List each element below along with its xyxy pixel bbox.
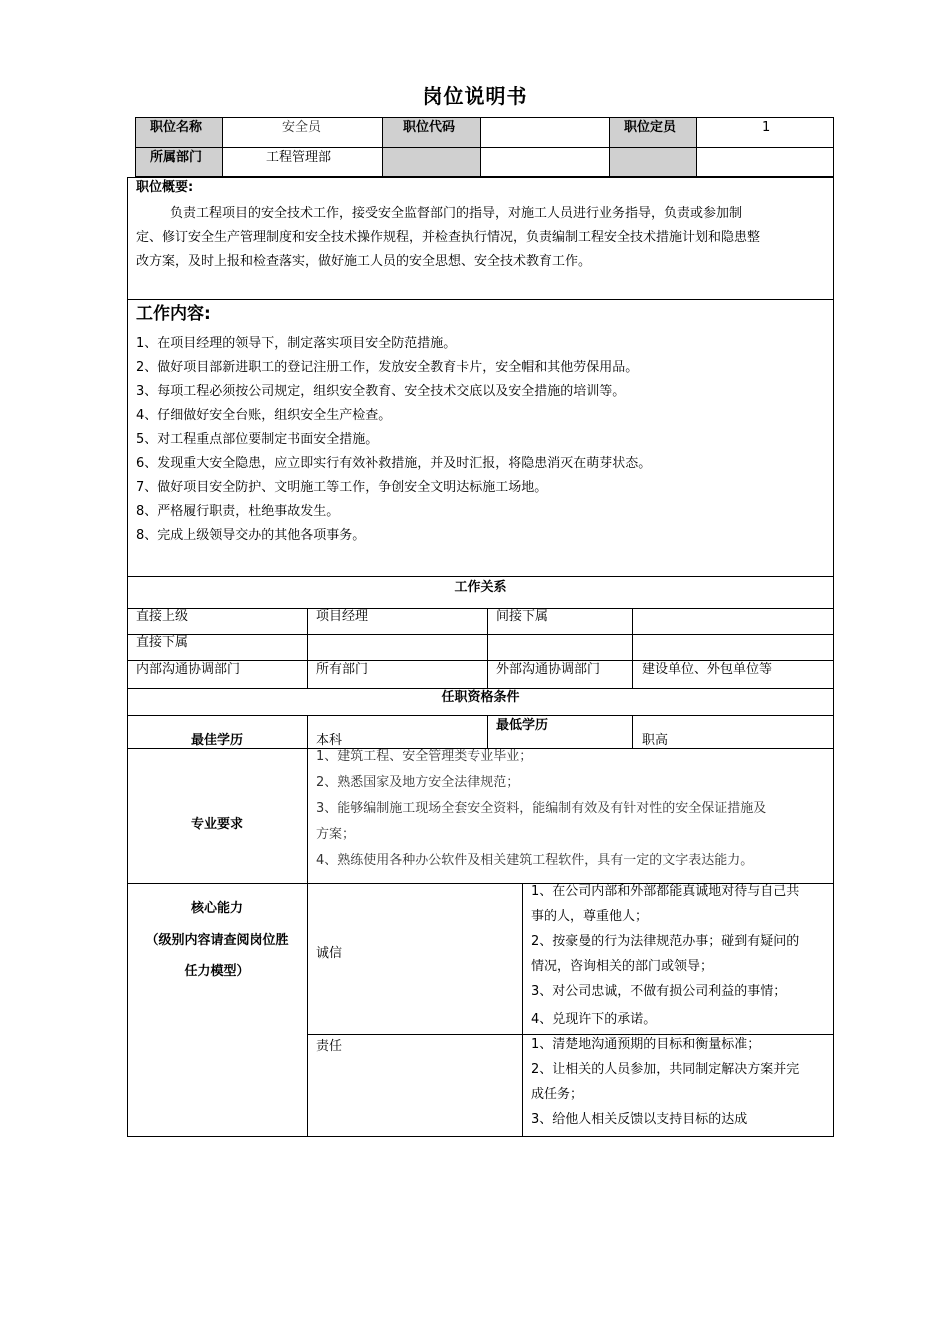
duty-item: 8、严格履行职责，杜绝事故发生。 — [136, 504, 340, 519]
direct-superior-value: 项目经理 — [316, 609, 369, 624]
best-edu-label: 最佳学历 — [190, 733, 243, 748]
duty-item: 3、每项工程必须按公司规定，组织安全教育、安全技术交底以及安全措施的培训等。 — [136, 384, 626, 399]
qualifications-heading: 任职资格条件 — [441, 690, 520, 705]
integrity-item: 事的人，尊重他人； — [531, 909, 649, 924]
direct-sub-label: 直接下属 — [136, 635, 189, 650]
summary-label: 职位概要: — [136, 180, 194, 195]
responsibility-item: 成任务； — [531, 1087, 584, 1102]
core-label-line-1: 核心能力 — [190, 901, 243, 916]
min-edu-label: 最低学历 — [496, 718, 549, 733]
best-edu-value: 本科 — [316, 733, 343, 748]
external-label: 外部沟通协调部门 — [496, 662, 601, 677]
duty-item: 6、发现重大安全隐患，应立即实行有效补救措施，并及时汇报，将隐患消灭在萌芽状态。 — [136, 456, 652, 471]
duty-item: 5、对工程重点部位要制定书面安全措施。 — [136, 432, 379, 447]
responsibility-label: 责任 — [316, 1039, 343, 1054]
professional-item: 方案； — [316, 827, 356, 842]
department-value: 工程管理部 — [266, 150, 332, 165]
direct-superior-label: 直接上级 — [136, 609, 189, 624]
headcount-label: 职位定员 — [624, 120, 677, 135]
summary-line-1: 负责工程项目的安全技术工作，接受安全监督部门的指导，对施工人员进行业务指导，负责或参加制 — [170, 206, 743, 221]
duty-item: 7、做好项目安全防护、文明施工等工作，争创安全文明达标施工场地。 — [136, 480, 548, 495]
integrity-item: 2、按豪曼的行为法律规范办事；碰到有疑问的 — [531, 934, 800, 949]
responsibility-item: 1、清楚地沟通预期的目标和衡量标准； — [531, 1037, 761, 1052]
core-label-line-3: 任力模型） — [184, 964, 250, 979]
summary-line-2: 定、修订安全生产管理制度和安全技术操作规程，并检查执行情况，负责编制工程安全技术措施计划和隐患整 — [136, 230, 761, 245]
duty-item: 2、做好项目部新进职工的登记注册工作，发放安全教育卡片，安全帽和其他劳保用品。 — [136, 360, 639, 375]
position-code-label: 职位代码 — [403, 120, 456, 135]
internal-label: 内部沟通协调部门 — [136, 662, 241, 677]
external-value: 建设单位、外包单位等 — [642, 662, 773, 677]
professional-item: 3、能够编制施工现场全套安全资料，能编制有效及有针对性的安全保证措施及 — [316, 801, 767, 816]
position-name-label: 职位名称 — [150, 120, 203, 135]
indirect-sub-label: 间接下属 — [496, 609, 549, 624]
integrity-item: 情况，咨询相关的部门或领导； — [531, 959, 714, 974]
duty-item: 4、仔细做好安全台账，组织安全生产检查。 — [136, 408, 392, 423]
responsibility-item: 3、给他人相关反馈以支持目标的达成 — [531, 1112, 748, 1127]
core-label-line-2: （级别内容请查阅岗位胜 — [145, 933, 289, 948]
professional-item: 2、熟悉国家及地方安全法律规范； — [316, 775, 520, 790]
department-label: 所属部门 — [150, 150, 203, 165]
duty-item: 1、在项目经理的领导下，制定落实项目安全防范措施。 — [136, 336, 457, 351]
summary-line-3: 改方案，及时上报和检查落实，做好施工人员的安全思想、安全技术教育工作。 — [136, 254, 592, 269]
integrity-item: 4、兑现许下的承诺。 — [531, 1012, 657, 1027]
headcount-value: 1 — [762, 120, 771, 135]
integrity-item: 1、在公司内部和外部都能真诚地对待与自己共 — [531, 884, 800, 899]
relations-heading: 工作关系 — [454, 580, 507, 595]
internal-value: 所有部门 — [316, 662, 369, 677]
professional-label: 专业要求 — [190, 817, 243, 832]
responsibility-item: 2、让相关的人员参加，共同制定解决方案并完 — [531, 1062, 800, 1077]
integrity-label: 诚信 — [316, 946, 343, 961]
position-name-value: 安全员 — [282, 120, 322, 135]
duty-item: 8、完成上级领导交办的其他各项事务。 — [136, 528, 366, 543]
professional-item: 1、建筑工程、安全管理类专业毕业； — [316, 749, 533, 764]
professional-item: 4、熟练使用各种办公软件及相关建筑工程软件，具有一定的文字表达能力。 — [316, 853, 754, 868]
page-title: 岗位说明书 — [422, 84, 528, 108]
duties-heading: 工作内容: — [136, 304, 211, 324]
min-edu-value: 职高 — [642, 733, 669, 748]
integrity-item: 3、对公司忠诚，不做有损公司利益的事情； — [531, 984, 787, 999]
